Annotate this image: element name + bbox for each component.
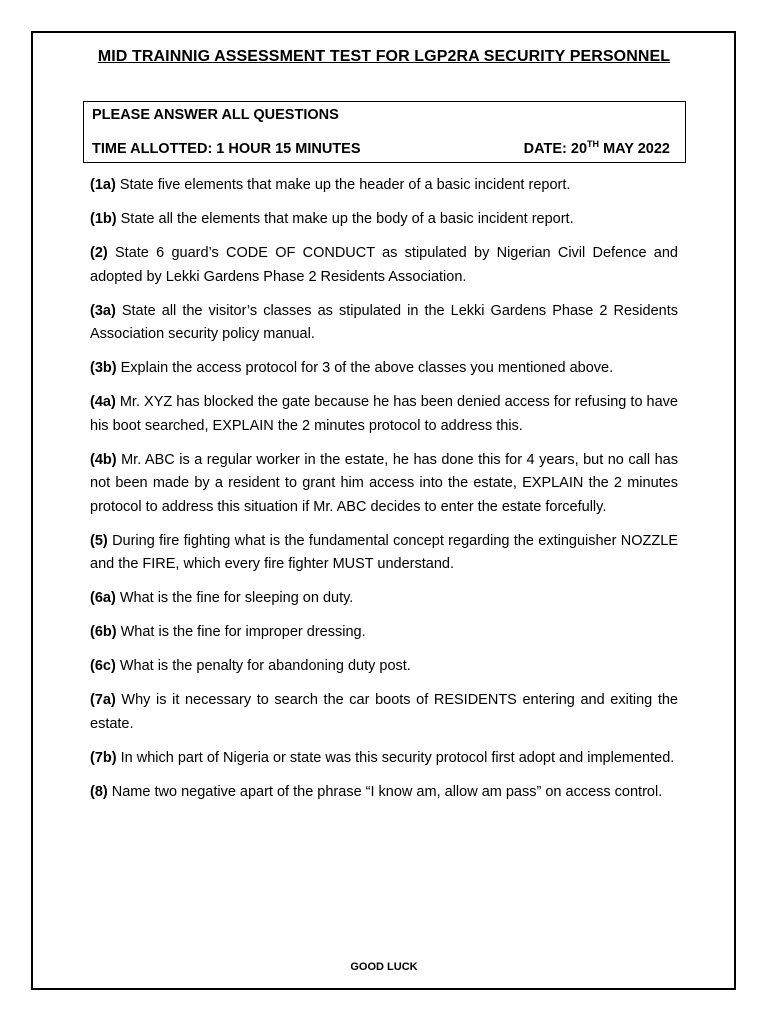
question-number: (8) <box>90 783 108 800</box>
footer-good-luck: GOOD LUCK <box>350 961 418 973</box>
question-number: (6a) <box>90 590 116 606</box>
question-text: What is the penalty for abandoning duty post. <box>115 658 411 674</box>
exam-date <box>524 141 670 157</box>
instructions-box <box>83 101 686 163</box>
question-text: Explain the access protocol for 3 of the above classes you mentioned above. <box>116 360 614 376</box>
question-1b <box>90 208 678 232</box>
question-number: (4a) <box>90 394 116 410</box>
question-number: (4b) <box>90 451 117 468</box>
question-number: (6c) <box>90 658 116 674</box>
question-text: What is the fine for sleeping on duty. <box>115 590 354 606</box>
question-text: Why is it necessary to search the car boots of RESIDENTS entering and exiting the estate. <box>90 692 678 732</box>
question-text: State 6 guard’s CODE OF CONDUCT as stipulated by Nigerian Civil Defence and adopted by Lekki Gardens Phase 2 Residents Association. <box>90 245 678 285</box>
question-7a <box>90 689 678 736</box>
question-list <box>90 174 678 815</box>
question-text: What is the fine for improper dressing. <box>116 624 366 640</box>
question-text: Name two negative apart of the phrase “I know am, allow am pass” on access control. <box>107 783 663 800</box>
question-1a <box>90 174 678 198</box>
question-2 <box>90 242 678 289</box>
question-5 <box>90 530 678 577</box>
question-8 <box>90 781 678 805</box>
question-text: During fire fighting what is the fundamental concept regarding the extinguisher NOZZLE and the FIRE, which every fire fighter MUST understand. <box>90 532 678 572</box>
question-number: (3b) <box>90 360 117 376</box>
instructions-text: PLEASE ANSWER ALL QUESTIONS <box>92 107 339 123</box>
question-3a <box>90 300 678 347</box>
question-text: State all the visitor’s classes as stipulated in the Lekki Gardens Phase 2 Residents Association security policy manual. <box>90 302 678 342</box>
question-number: (7b) <box>90 749 117 766</box>
question-number: (6b) <box>90 624 117 640</box>
question-text: In which part of Nigeria or state was this security protocol first adopt and implemented. <box>116 749 675 766</box>
question-6b <box>90 621 678 645</box>
question-number: (1a) <box>90 177 116 193</box>
question-number: (2) <box>90 245 108 261</box>
question-3b <box>90 357 678 381</box>
question-number: (7a) <box>90 692 116 708</box>
date-ordinal-suffix: TH <box>587 139 600 149</box>
question-6a <box>90 587 678 611</box>
question-6c <box>90 655 678 679</box>
time-allotted: TIME ALLOTTED: 1 HOUR 15 MINUTES <box>92 141 361 157</box>
question-number: (5) <box>90 532 108 549</box>
question-4a <box>90 391 678 438</box>
question-4b <box>90 449 678 520</box>
question-text: Mr. XYZ has blocked the gate because he has been denied access for refusing to have his boot searched, EXPLAIN the 2 minutes protocol to address this. <box>90 394 678 434</box>
question-text: State all the elements that make up the body of a basic incident report. <box>116 211 574 227</box>
question-number: (1b) <box>90 211 117 227</box>
question-number: (3a) <box>90 302 116 319</box>
question-text: State five elements that make up the header of a basic incident report. <box>115 177 571 193</box>
document-title: MID TRAINNIG ASSESSMENT TEST FOR LGP2RA SECURITY PERSONNEL <box>97 48 671 65</box>
date-prefix: DATE: 20 <box>523 141 588 157</box>
date-rest: MAY 2022 <box>599 141 670 157</box>
question-7b <box>90 747 678 771</box>
question-text: Mr. ABC is a regular worker in the estate, he has done this for 4 years, but no call has not been made by a resident to grant him access into the estate, EXPLAIN the 2 minutes protocol to address this situation if Mr. ABC decides to enter the estate forcefully. <box>90 451 678 515</box>
